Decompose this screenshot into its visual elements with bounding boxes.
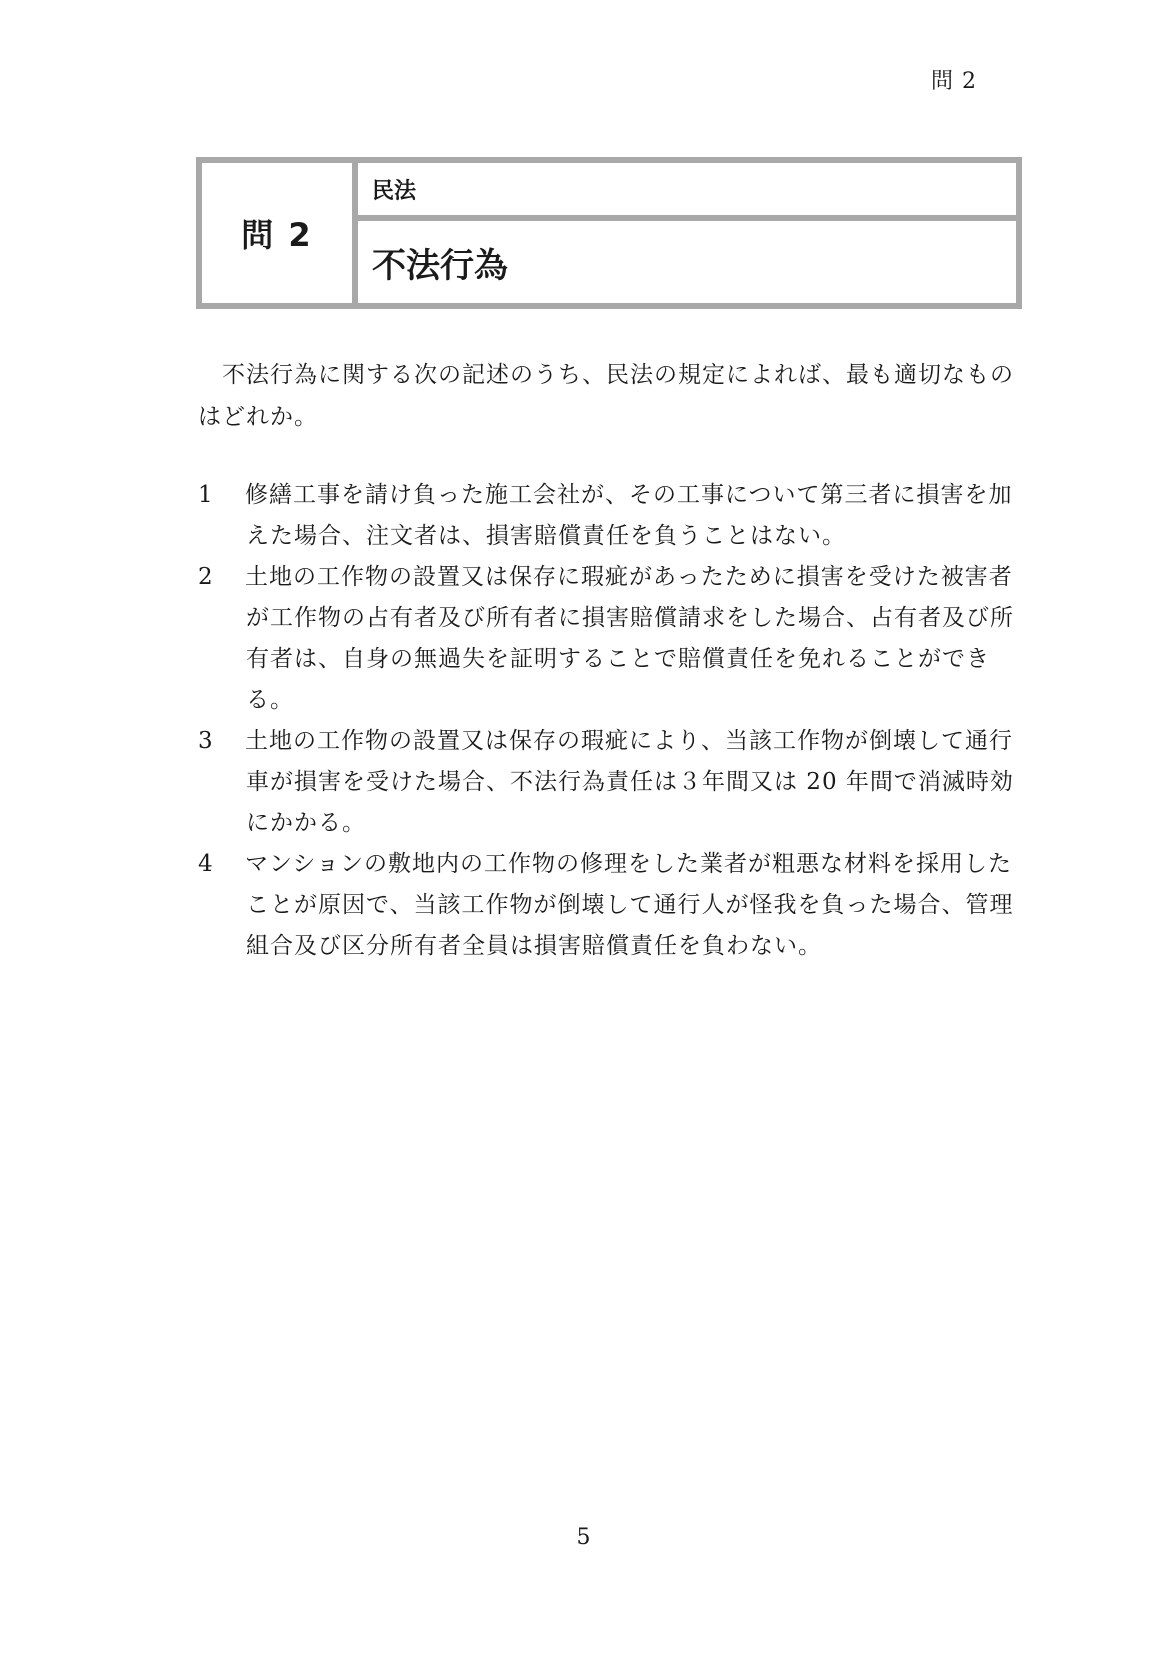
option-number: 3 xyxy=(198,728,214,754)
option-number: 2 xyxy=(198,564,214,590)
running-header-label: 問 2 xyxy=(931,69,977,94)
page-number: 5 xyxy=(576,1525,591,1550)
question-title-box xyxy=(196,157,1022,309)
option-number: 4 xyxy=(198,851,214,877)
question-stem: 不法行為に関する次の記述のうち、民法の規定によれば、最も適切なものはどれか。 xyxy=(198,362,1014,430)
option-text: マンションの敷地内の工作物の修理をした業者が粗悪な材料を採用したことが原因で、当該工作物が倒壊して通行人が怪我を負った場合、管理組合及び区分所有者全員は損害賠償責任を負わない。 xyxy=(245,851,1014,959)
answer-option-2 xyxy=(198,557,1022,721)
answer-options-list xyxy=(198,475,1022,967)
answer-option-3 xyxy=(198,721,1022,844)
option-text: 土地の工作物の設置又は保存に瑕疵があったために損害を受けた被害者が工作物の占有者及び所有者に損害賠償請求をした場合、占有者及び所有者は、自身の無過失を証明することで賠償責任を免れることができる。 xyxy=(245,564,1014,713)
option-text: 土地の工作物の設置又は保存の瑕疵により、当該工作物が倒壊して通行車が損害を受けた場合、不法行為責任は３年間又は 20 年間で消滅時効にかかる。 xyxy=(245,728,1014,836)
question-topic: 不法行為 xyxy=(372,245,508,286)
option-text: 修繕工事を請け負った施工会社が、その工事について第三者に損害を加えた場合、注文者は、損害賠償責任を負うことはない。 xyxy=(245,482,1013,549)
title-right-panel xyxy=(358,163,1016,303)
answer-option-4 xyxy=(198,844,1022,967)
option-number: 1 xyxy=(198,482,214,508)
answer-option-1 xyxy=(198,475,1022,557)
question-number: 問 2 xyxy=(202,163,358,303)
question-category: 民法 xyxy=(358,163,1016,221)
